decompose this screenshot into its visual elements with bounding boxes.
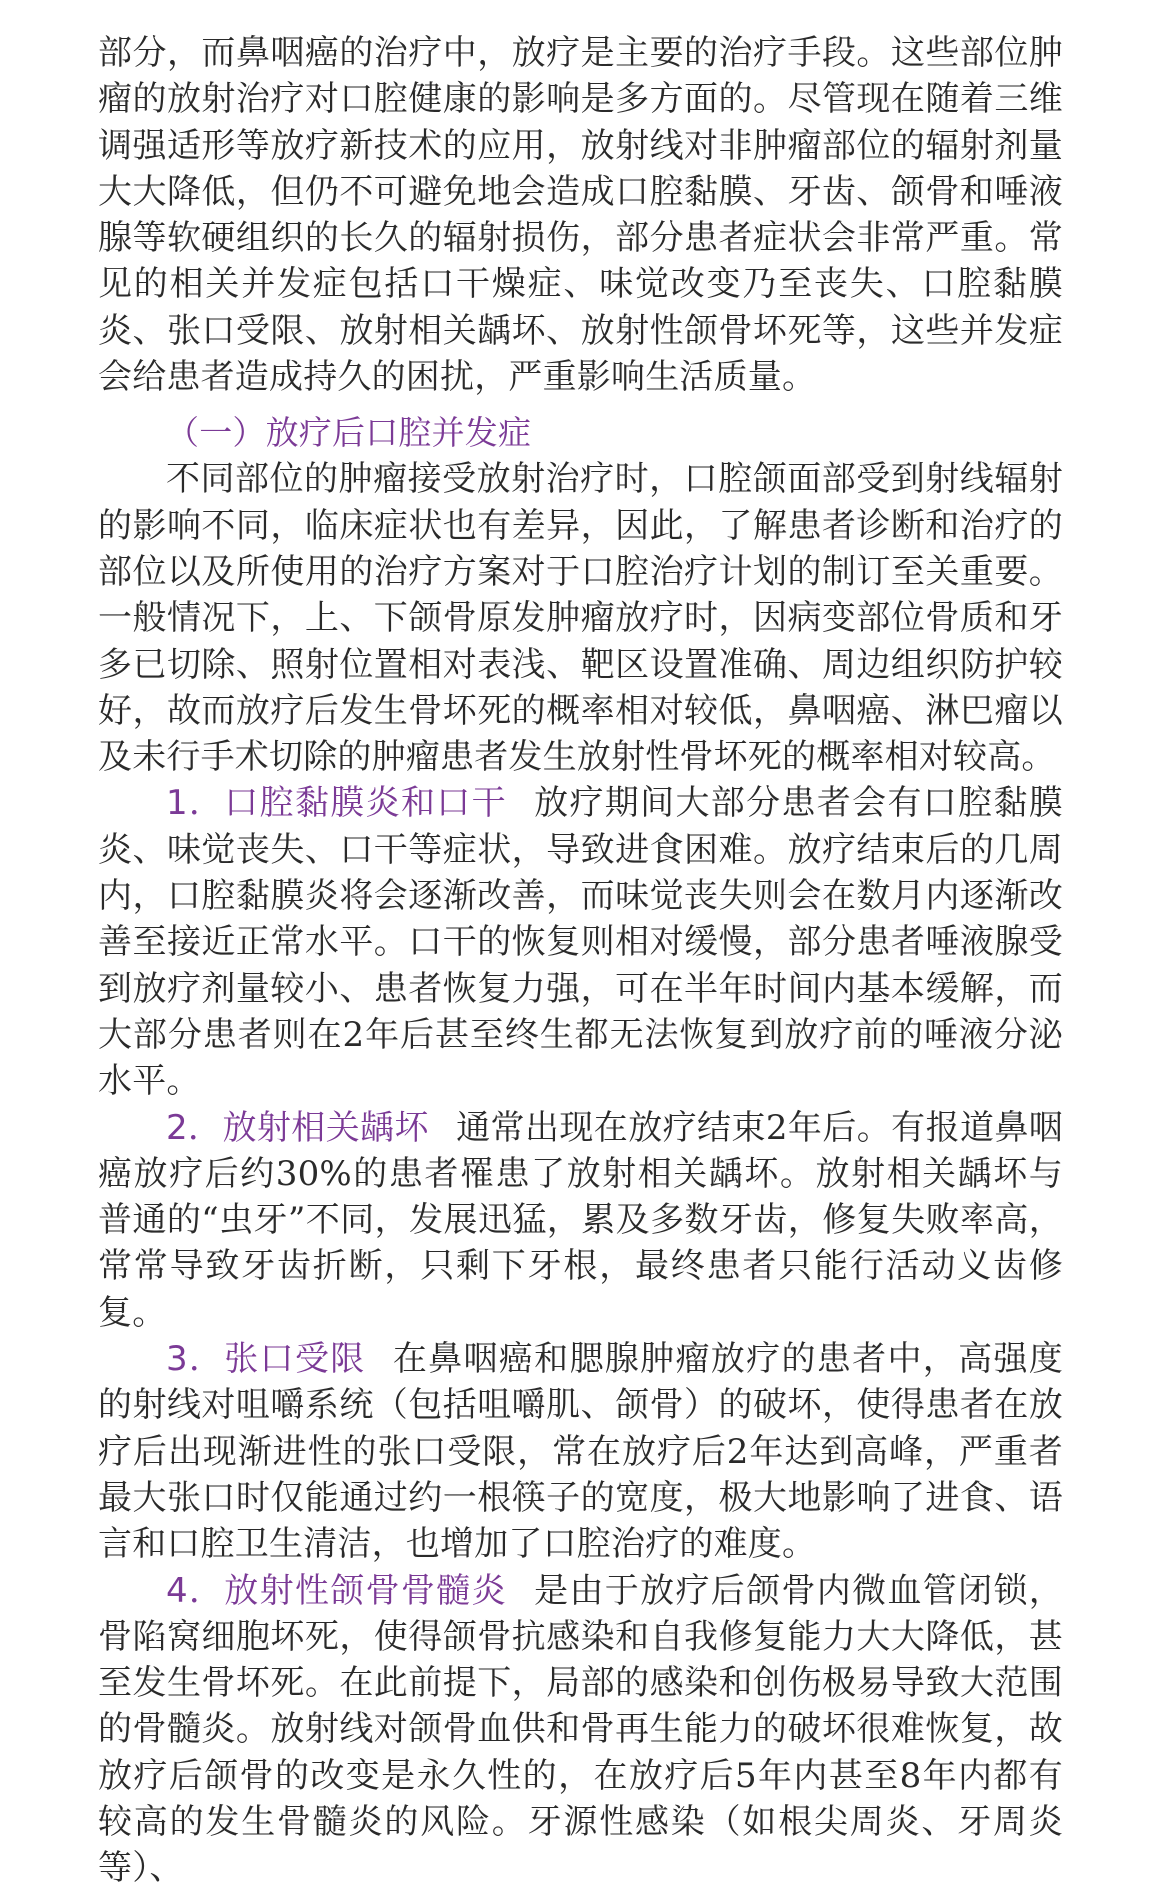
- item-text-1: 放疗期间大部分患者会有口腔黏膜炎、味觉丧失、口干等症状，导致进食困难。放疗结束后的几周内，口腔黏膜炎将会逐渐改善，而味觉丧失则会在数月内逐渐改善至接近正常水平。口干的恢复则相对缓慢，部分患者唾液腺受到放疗剂量较小、患者恢复力强，可在半年时间内基本缓解，而大部分患者则在2年后甚至终生都无法恢复到放疗前的唾液分泌水平。: [98, 783, 1063, 1102]
- intro-paragraph: 部分，而鼻咽癌的治疗中，放疗是主要的治疗手段。这些部位肿瘤的放射治疗对口腔健康的影响是多方面的。尽管现在随着三维调强适形等放疗新技术的应用，放射线对非肿瘤部位的辐射剂量大大降低，但仍不可避免地会造成口腔黏膜、牙齿、颌骨和唾液腺等软硬组织的长久的辐射损伤，部分患者症状会非常严重。常见的相关并发症包括口干燥症、味觉改变乃至丧失、口腔黏膜炎、张口受限、放射相关龋坏、放射性颌骨坏死等，这些并发症会给患者造成持久的困扰，严重影响生活质量。: [98, 33, 1063, 398]
- item-heading-3: 3．张口受限: [166, 1339, 366, 1380]
- item-heading-4: 4．放射性颌骨骨髓炎: [166, 1570, 507, 1611]
- item-paragraph-1: [98, 780, 1063, 1104]
- section-heading: （一）放疗后口腔并发症: [166, 413, 532, 453]
- item-text-2: 通常出现在放疗结束2年后。有报道鼻咽癌放疗后约30%的患者罹患了放射相关龋坏。放射相关龋坏与普通的“虫牙”不同，发展迅猛，累及多数牙齿，修复失败率高，常常导致牙齿折断，只剩下牙根，最终患者只能行活动义齿修复。: [98, 1107, 1064, 1333]
- item-paragraph-3: [98, 1336, 1063, 1567]
- item-paragraph-4: [98, 1568, 1063, 1892]
- document-page: [98, 30, 1063, 1892]
- section-intro-paragraph: 不同部位的肿瘤接受放射治疗时，口腔颌面部受到射线辐射的影响不同，临床症状也有差异，因此，了解患者诊断和治疗的部位以及所使用的治疗方案对于口腔治疗计划的制订至关重要。一般情况下，上、下颌骨原发肿瘤放疗时，因病变部位骨质和牙多已切除、照射位置相对表浅、靶区设置准确、周边组织防护较好，故而放疗后发生骨坏死的概率相对较低，鼻咽癌、淋巴瘤以及未行手术切除的肿瘤患者发生放射性骨坏死的概率相对较高。: [98, 459, 1063, 778]
- item-heading-1: 1．口腔黏膜炎和口干: [166, 783, 507, 824]
- item-paragraph-2: [98, 1105, 1063, 1336]
- item-heading-2: 2．放射相关龋坏: [166, 1107, 429, 1148]
- item-text-3: 在鼻咽癌和腮腺肿瘤放疗的患者中，高强度的射线对咀嚼系统（包括咀嚼肌、颌骨）的破坏，使得患者在放疗后出现渐进性的张口受限，常在放疗后2年达到高峰，严重者最大张口时仅能通过约一根筷子的宽度，极大地影响了进食、语言和口腔卫生清洁，也增加了口腔治疗的难度。: [98, 1339, 1063, 1565]
- item-text-4: 是由于放疗后颌骨内微血管闭锁，骨陷窝细胞坏死，使得颌骨抗感染和自我修复能力大大降低，甚至发生骨坏死。在此前提下，局部的感染和创伤极易导致大范围的骨髓炎。放射线对颌骨血供和骨再生能力的破坏很难恢复，故放疗后颌骨的改变是永久性的，在放疗后5年内甚至8年内都有较高的发生骨髓炎的风险。牙源性感染（如根尖周炎、牙周炎等）、: [98, 1570, 1063, 1889]
